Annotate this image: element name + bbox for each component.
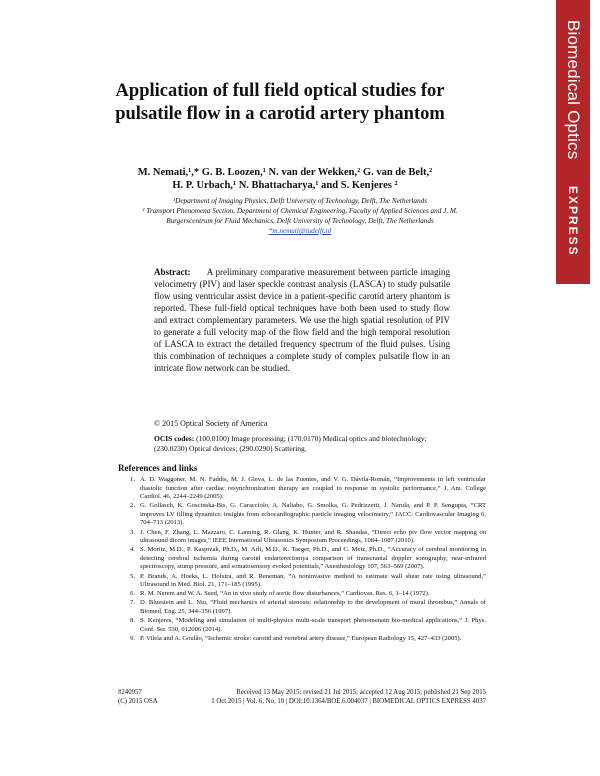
authors-line-1: M. Nemati,¹,* G. B. Loozen,¹ N. van der Wekken,² G. van de Belt,² [137,167,433,178]
journal-banner-title: Biomedical Optics [564,20,583,160]
reference-item: 5. P. Brands, A. Hoeks, L. Hofstra, and R. Reneman, “A noninvasive method to estimate wall shear rate using ultrasound,” Ultrasound in Med. Biol. 21, 171–185 (1995). [130,572,486,589]
paper-title: Application of full field optical studies for pulsatile flow in a carotid artery phantom [115,81,445,124]
abstract-copyright: © 2015 Optical Society of America [154,419,268,428]
email-link[interactable]: *m.nemati@tudelft.nl [268,227,332,235]
affiliations [140,196,460,236]
footer-copyright: (C) 2015 OSA [118,698,158,705]
footer-issue: 1 Oct 2015 | Vol. 6, No. 10 | DOI:10.1364/BOE.6.004037 | BIOMEDICAL OPTICS EXPRESS 4037 [211,698,486,705]
ocis-label: OCIS codes: [154,434,195,443]
abstract-label: Abstract: [154,267,191,277]
ocis-text: (100.0100) Image processing; (170.0170) Medical optics and biotechnology; (230.0230) Optical devices; (290.0290) Scattering. [154,434,427,453]
ocis-codes [154,434,450,454]
author-list [120,166,450,192]
references-list [124,476,486,644]
reference-item: 3. J. Chen, F. Zhang, L. Mazzaro, C. Lanning, R. Glang, K. Hunter, and R. Shandas, “Direct echo piv flow vector mapping on ultrasound dicom images,” IEEE International Ultrasonics Symposium Proceedings, 1084–1087 (2010). [130,528,486,545]
abstract [154,266,450,374]
reference-item: 2. G. Gollasch, K. Goscinska-Bis, G. Caracciolo, A. Naliabo, G. Smolka, G. Pedrizzetti, J. Narula, and P. P. Sengupta, “CRT improves LV filling dynamics: insights from echocardiographic particle imaging velocimetry,” JACC: Cardiovascular Imaging 6, 704–713 (2013). [130,502,486,527]
abstract-text: A preliminary comparative measurement between particle imaging velocimetry (PIV) and laser speckle contrast analysis (LASCA) to study pulsatile flow using ventricular assist device in a patient-specific carotid artery phantom is reported. These full-field optical techniques have both been used to study flow and extract complementary parameters. We use the high spatial resolution of PIV to generate a full velocity map of the flow field and the high temporal resolution of LASCA to extract the detailed frequency spectrum of the fluid pulses. Using this combination of techniques a complete study of complex pulsatile flow in an intricate flow network can be studied. [154,267,450,373]
references-heading: References and links [118,463,198,473]
affiliation-2: ² Transport Phenomena Section, Department of Chemical Engineering, Faculty of Applied Sciences and J. M. Burgerscentrum for Fluid Mechanics, Delft University of Technology, Delft, The Netherlands [142,207,458,225]
journal-banner-express: EXPRESS [566,186,580,257]
footer-dates: Received 13 May 2015; revised 21 Jul 2015; accepted 12 Aug 2015; published 21 Sep 2015 [236,689,486,696]
reference-item: 1. A. D. Waggoner, M. N. Faddis, M. J. Gleva, L. de las Fuentes, and V. G. Dávila-Román, “Improvements in left ventricular diastolic function after cardiac resynchronization therapy are coupled to response in systolic performance,” J. Am. College Cardiol. 46, 2244–2249 (2005). [130,476,486,501]
reference-item: 4. S. Moritz, M.D., P. Kasprzak, Ph.D., M. Arlt, M.D., K. Taeger, Ph.D., and C. Metz, Ph.D., “Accuracy of cerebral monitoring in detecting cerebral ischemia during carotid endarterectomya comparison of transcranial doppler sonography, near-infrared spectroscopy, stump pressure, and somatosensory evoked potentials,” Anesthesiology 107, 563–569 (2007). [130,546,486,571]
footer-id: #240957 [118,689,142,696]
reference-item: 8. S. Kenjeres, “Modeling and simulation of multi-physics multi-scale transport phenomenain bio-medical applications,” J. Phys. Conf. Ser. 530, 012006 (2014). [130,617,486,633]
reference-item: 9. P. Vilela and A. Goulão, “Ischemic stroke: carotid and vertebral artery disease,” European Radiology 15, 427–433 (2005). [130,634,462,642]
reference-item: 6. R. M. Nerem and W. A. Seed, “An in vivo study of aortic flow disturbances,” Cardiovas. Res. 6, 1–14 (1972). [130,590,430,598]
reference-item: 7. D. Bluestein and L. Niu, “Fluid mechanics of arterial stenosis: relationship to the development of mural thrombus,” Annals of Biomed. Eng. 25, 344–356 (1997). [130,599,486,615]
affiliation-1: ¹Department of Imaging Physics, Delft University of Technology, Delft, The Netherlands [172,197,428,205]
page-footer [118,688,486,706]
authors-line-2: H. P. Urbach,¹ N. Bhattacharya,¹ and S. Kenjeres ² [172,180,398,191]
